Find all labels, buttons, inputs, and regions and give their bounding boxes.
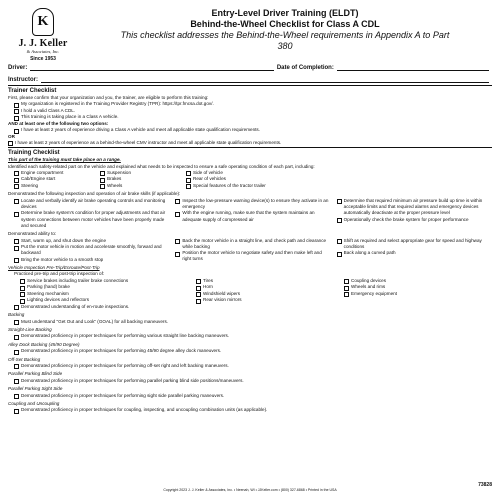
ability-item[interactable]: Put the motor vehicle in motion and accelerate smoothly, forward and backward — [14, 244, 169, 257]
checkbox[interactable] — [186, 184, 191, 189]
trainer-intro: First, please confirm that your organization and you, the trainer, are eligible to perform this training: — [8, 95, 209, 100]
checkbox[interactable] — [175, 252, 180, 257]
checklist-page — [8, 8, 492, 492]
page-footer — [8, 482, 492, 492]
maneuver-heading: Backing — [8, 312, 25, 318]
ability-item[interactable]: Position the motor vehicle to negotiate safety and then make left and right turns — [175, 250, 330, 263]
ability-col-3 — [337, 238, 492, 264]
checkbox[interactable] — [14, 320, 19, 325]
checkbox[interactable] — [14, 199, 19, 204]
vip-item[interactable]: Wheels and rims — [344, 284, 492, 291]
air-item[interactable]: Inspect the low-pressure warning device(s) to ensure they activate in an emergency — [175, 198, 330, 211]
checkbox[interactable] — [20, 279, 25, 284]
vip-item[interactable]: Horn — [196, 284, 344, 291]
trainer-item[interactable]: I hold a valid Class A CDL. — [8, 108, 492, 115]
maneuver-item[interactable]: Must understand "Get Out and Look" (GOAL) for all backing maneuvers. — [8, 319, 492, 326]
product-code: 73828 — [478, 482, 492, 488]
checkbox[interactable] — [344, 279, 349, 284]
date-completion-label: Date of Completion: — [276, 65, 334, 71]
part-item[interactable]: Steering — [14, 183, 94, 190]
ability-col-2 — [175, 238, 330, 264]
checkbox[interactable] — [337, 218, 342, 223]
checkbox[interactable] — [337, 239, 342, 244]
ability-item[interactable]: Back along a curved path — [337, 250, 492, 257]
logo-since: Since 1953 — [30, 56, 56, 62]
title-line-2: Behind-the-Wheel Checklist for Class A CDL — [190, 19, 380, 29]
checkbox[interactable] — [14, 305, 19, 310]
company-logo — [12, 8, 74, 62]
vehicle-inspection-heading: Vehicle Inspection Pre-Trip/Enroute/Post-Trip — [8, 265, 100, 271]
maneuver-item[interactable]: Demonstrated proficiency in proper techniques for performing 45/90 degree alley dock maneuvers. — [8, 348, 492, 355]
checkbox[interactable] — [14, 335, 19, 340]
date-completion-field[interactable] — [337, 64, 489, 71]
checkbox[interactable] — [196, 279, 201, 284]
checkbox[interactable] — [14, 109, 19, 114]
vip-item[interactable]: Windshield wipers — [196, 291, 344, 298]
instructor-field[interactable] — [41, 76, 489, 83]
divider — [8, 147, 492, 148]
part-item[interactable]: Engine compartment — [14, 170, 94, 177]
part-item[interactable]: Suspension — [100, 170, 180, 177]
logo-assoc: & Associates, Inc. — [26, 49, 60, 54]
page-header — [78, 8, 492, 52]
trainer-item[interactable]: This training is taking place in a Class A vehicle. — [8, 114, 492, 121]
checkbox[interactable] — [344, 292, 349, 297]
trainer-item[interactable]: My organization is registered in the Training Provider Registry (TPR): https://tpr.fmcsa.dot.gov/. — [8, 101, 492, 108]
air-item[interactable]: Locate and verbally identify air brake operating controls and monitoring devices — [14, 198, 169, 211]
vip-col-3 — [344, 278, 492, 304]
trainer-option-2[interactable]: I have at least 2 years of experience as a behind-the-wheel CMV instructor and meet all applicable state qualification requirements. — [8, 140, 492, 147]
ability-col-1 — [14, 238, 169, 264]
checkbox[interactable] — [14, 184, 19, 189]
vip-item[interactable]: Tires — [196, 278, 344, 285]
range-heading: This part of the training must take place on a range. — [8, 157, 121, 163]
checkbox[interactable] — [8, 141, 13, 146]
part-item[interactable]: Cab/Engine start — [14, 176, 94, 183]
vehicle-inspection-grid — [8, 278, 492, 304]
ability-grid — [8, 238, 492, 264]
vip-item[interactable]: Lighting devices and reflectors — [20, 297, 196, 304]
ability-intro: Demonstrated ability to: — [8, 231, 57, 237]
checkbox[interactable] — [14, 129, 19, 134]
air-item[interactable]: Determine brake system's condition for proper adjustments and that air system connections between motor vehicles have been properly made and secured — [14, 210, 169, 229]
ability-item[interactable]: Shift as required and select appropriate gear for speed and highway conditions — [337, 238, 492, 251]
title-line-1: Entry-Level Driver Training (ELDT) — [211, 8, 359, 18]
checkbox[interactable] — [14, 239, 19, 244]
checkbox[interactable] — [337, 252, 342, 257]
vip-item[interactable]: Coupling devices — [344, 278, 492, 285]
maneuver-heading: Parallel Parking Blind Side — [8, 371, 63, 377]
checkbox[interactable] — [14, 212, 19, 217]
checkbox[interactable] — [196, 286, 201, 291]
vip-item[interactable]: Parking (hand) brake — [20, 284, 196, 291]
checkbox[interactable] — [14, 364, 19, 369]
vip-item[interactable]: Rear vision mirrors — [196, 297, 344, 304]
ability-item[interactable]: Back the motor vehicle in a straight line, and check path and clearance while backing — [175, 238, 330, 251]
vip-col-1 — [20, 278, 196, 304]
and-label: AND at least one of the following two options: — [8, 120, 109, 126]
maneuver-sections — [8, 312, 492, 414]
air-item[interactable]: With the engine running, make sure that the system maintains an adequate supply of compressed air — [175, 210, 330, 223]
vip-item[interactable]: Steering mechanism — [20, 291, 196, 298]
divider — [8, 85, 492, 86]
instructor-label: Instructor: — [8, 77, 38, 83]
keller-crest-icon: K — [32, 8, 54, 36]
logo-name: J. J. Keller — [18, 38, 68, 49]
vip-enroute-item[interactable]: Demonstrated understanding of en-route inspections. — [8, 304, 492, 311]
ability-item[interactable]: Start, warm up, and shut down the engine — [14, 238, 169, 245]
part-item[interactable]: Rear of vehicles — [186, 176, 492, 183]
air-col-2 — [175, 198, 330, 229]
driver-row — [8, 64, 492, 71]
maneuver-heading: Parallel Parking Sight Side — [8, 386, 63, 392]
maneuver-item[interactable]: Demonstrated proficiency in proper techniques for performing parallel parking blind side positions/maneuvers. — [8, 378, 492, 385]
air-brake-intro: Demonstrated the following inspection and operation of air brake skills (if applicable): — [8, 191, 181, 197]
vip-item[interactable]: Service brakes including trailer brake connections — [20, 278, 196, 285]
vehicle-inspection-intro: Practiced pre-trip and post-trip inspection of: — [14, 271, 105, 277]
checkbox[interactable] — [14, 394, 19, 399]
trainer-option-1[interactable]: I have at least 2 years of experience driving a Class A vehicle and meet all applicable state qualification requirements. — [8, 127, 492, 134]
checklist-body — [8, 84, 492, 414]
air-col-3 — [337, 198, 492, 229]
checkbox[interactable] — [20, 292, 25, 297]
instructor-row — [8, 76, 492, 83]
maneuver-heading: Alley Dock Backing (45/90 Degree) — [8, 341, 80, 347]
parts-grid — [8, 170, 492, 190]
air-item[interactable]: Determine that required minimum air pressure build up time is within acceptable limits and that required alarms and emergency devices automatically deactivate at the proper pressure level — [337, 198, 492, 217]
part-item[interactable]: Special features of the tractor trailer — [186, 183, 492, 190]
maneuver-heading: Straight-Line Backing — [8, 327, 52, 333]
maneuver-item[interactable]: Demonstrated proficiency in proper techniques for coupling, inspecting, and uncoupling combination units (as applicable). — [8, 407, 492, 414]
part-item[interactable]: Wheels — [100, 183, 180, 190]
maneuver-heading: Coupling and Uncoupling — [8, 401, 60, 407]
part-item[interactable]: Side of vehicle — [186, 170, 492, 177]
ability-item[interactable]: Bring the motor vehicle to a smooth stop — [14, 257, 169, 264]
vip-item[interactable]: Emergency equipment — [344, 291, 492, 298]
checkbox[interactable] — [196, 292, 201, 297]
checkbox[interactable] — [337, 199, 342, 204]
checkbox[interactable] — [14, 379, 19, 384]
copyright: Copyright 2023 J. J. Keller & Associates, Inc. • Neenah, WI • JJKeller.com • (800) 327-6868 • Printed in the USA — [163, 488, 337, 492]
checkbox[interactable] — [14, 350, 19, 355]
checkbox[interactable] — [175, 199, 180, 204]
checkbox[interactable] — [100, 184, 105, 189]
air-item[interactable]: Operationally check the brake system for proper performance — [337, 217, 492, 224]
range-intro: Identified each safety-related part on the vehicle and explained what needs to be inspected to ensure a safe operating condition of each part, including: — [8, 163, 315, 169]
checkbox[interactable] — [14, 409, 19, 414]
checkbox[interactable] — [14, 246, 19, 251]
or-label: OR — [8, 133, 15, 139]
subtitle: This checklist addresses the Behind-the-Wheel requirements in Appendix A to Part 380 — [120, 30, 450, 51]
training-checklist-title: Training Checklist — [8, 150, 60, 157]
trainer-checklist-title: Trainer Checklist — [8, 88, 57, 94]
checkbox[interactable] — [14, 258, 19, 263]
driver-field[interactable] — [30, 64, 273, 71]
maneuver-item[interactable]: Demonstrated proficiency in proper techniques for performing sight side parallel parking maneuvers. — [8, 393, 492, 400]
checkbox[interactable] — [175, 239, 180, 244]
maneuver-heading: Off-Set Backing — [8, 356, 41, 362]
air-col-1 — [14, 198, 169, 229]
driver-label: Driver: — [8, 65, 28, 71]
checkbox[interactable] — [175, 212, 180, 217]
checkbox[interactable] — [196, 299, 201, 304]
vip-col-2 — [196, 278, 344, 304]
air-brake-grid — [8, 198, 492, 229]
checkbox[interactable] — [20, 286, 25, 291]
maneuver-item[interactable]: Demonstrated proficiency in proper techniques for performing off-set right and left backing maneuvers. — [8, 363, 492, 370]
maneuver-item[interactable]: Demonstrated proficiency in proper techniques for performing various straight line backing maneuvers. — [8, 333, 492, 340]
checkbox[interactable] — [14, 103, 19, 108]
part-item[interactable]: Brakes — [100, 176, 180, 183]
checkbox[interactable] — [344, 286, 349, 291]
